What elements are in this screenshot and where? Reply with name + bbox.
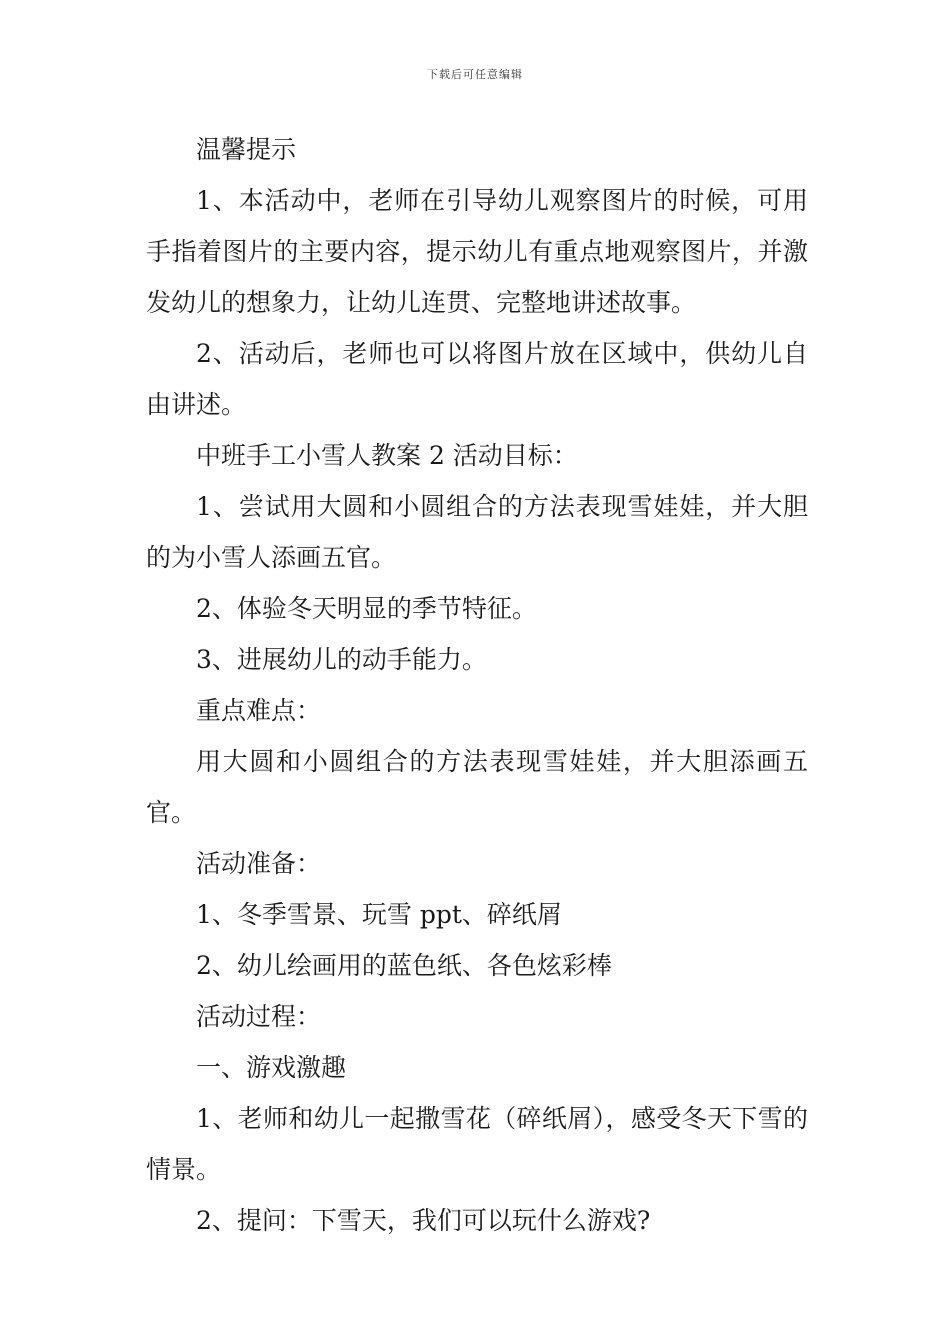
section-heading-lesson-goals: 中班手工小雪人教案 2 活动目标： bbox=[196, 441, 578, 470]
paragraph: 2、活动后，老师也可以将图片放在区域中，供幼儿自由讲述。 bbox=[146, 339, 808, 419]
paragraph: 3、进展幼儿的动手能力。 bbox=[196, 645, 487, 674]
paragraph: 1、本活动中，老师在引导幼儿观察图片的时候，可用手指着图片的主要内容，提示幼儿有重点地观察图片，并激发幼儿的想象力，让幼儿连贯、完整地讲述故事。 bbox=[146, 186, 808, 317]
section-heading-tips: 温馨提示 bbox=[196, 135, 297, 164]
paragraph: 2、幼儿绘画用的蓝色纸、各色炫彩棒 bbox=[196, 951, 612, 980]
paragraph: 1、冬季雪景、玩雪 ppt、碎纸屑 bbox=[196, 900, 562, 929]
section-heading-process: 活动过程： bbox=[196, 1002, 322, 1031]
section-heading-key-points: 重点难点： bbox=[196, 696, 322, 725]
paragraph: 1、尝试用大圆和小圆组合的方法表现雪娃娃，并大胆的为小雪人添画五官。 bbox=[146, 492, 808, 572]
paragraph: 2、体验冬天明显的季节特征。 bbox=[196, 594, 537, 623]
section-heading-preparation: 活动准备： bbox=[196, 849, 322, 878]
paragraph: 2、提问：下雪天，我们可以玩什么游戏? bbox=[196, 1206, 651, 1235]
subsection-heading: 一、游戏激趣 bbox=[196, 1053, 347, 1082]
paragraph: 用大圆和小圆组合的方法表现雪娃娃，并大胆添画五官。 bbox=[146, 747, 808, 827]
page-header: 下载后可任意编辑 bbox=[427, 68, 523, 81]
document-body bbox=[146, 124, 808, 1246]
paragraph: 1、老师和幼儿一起撒雪花（碎纸屑），感受冬天下雪的情景。 bbox=[146, 1104, 808, 1184]
